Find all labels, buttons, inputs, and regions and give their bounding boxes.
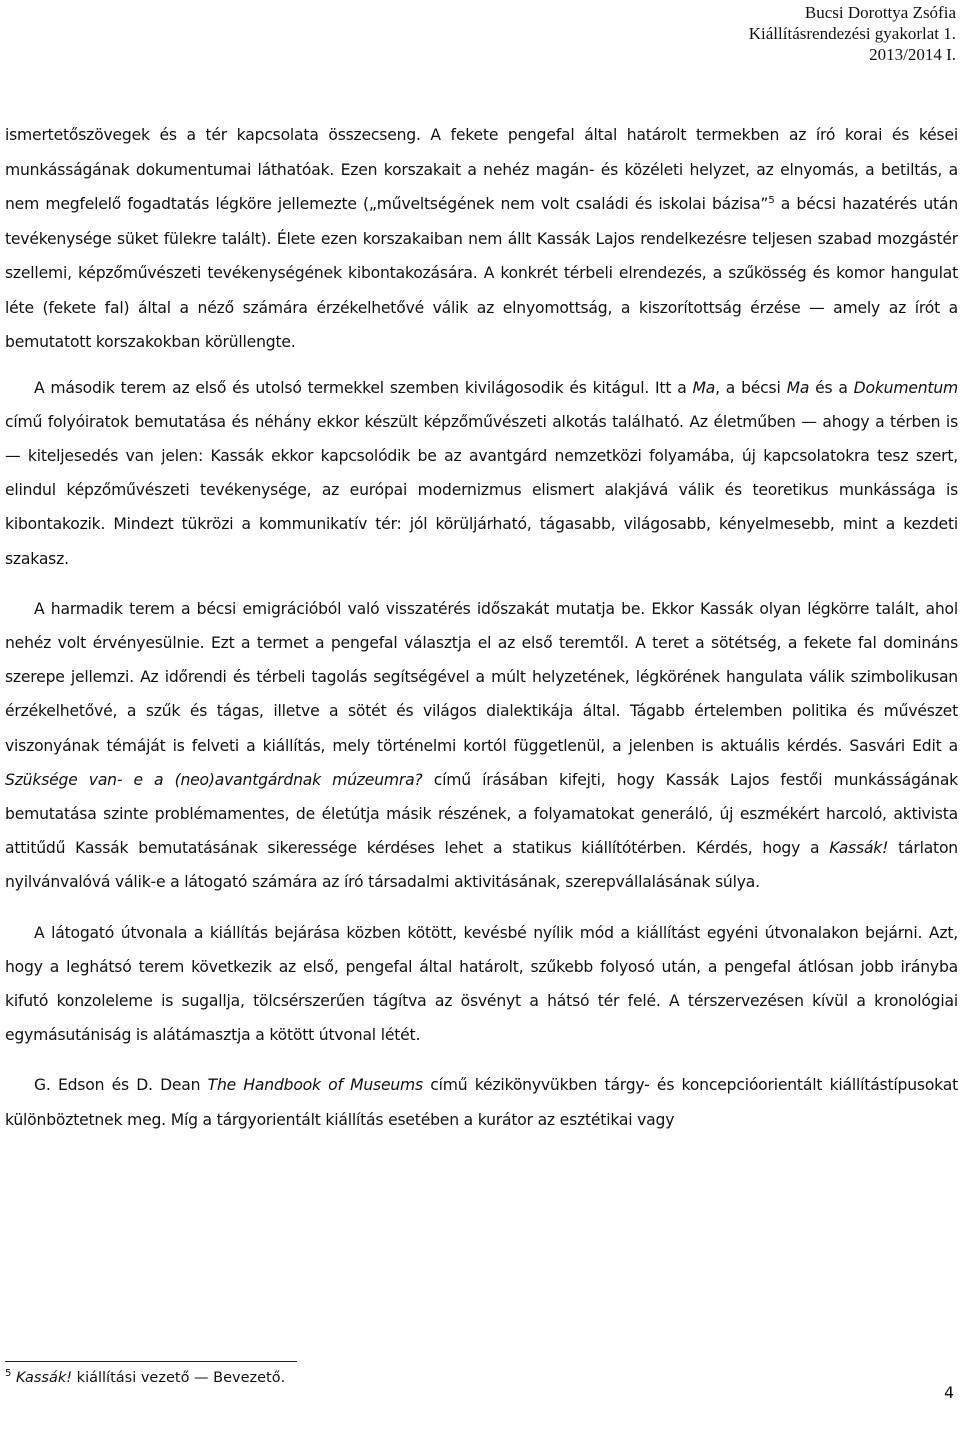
paragraph-1-text-b: a bécsi hazatérés után tevékenysége süket fülekre talált). Élete ezen korszakaiban nem állt Kassák Lajos rendelkezésre teljesen szabad mozgástér szellemi, képzőművészeti tevékenységének kibontakozására. A konkrét térbeli elrendezés, a szűkösség és komor hangulat léte (fekete fal) által a néző számára érzékelhetővé válik az elnyomottság, a kiszorítottság érzése — amely az írót a bemutatott korszakokban körüllengte. (5, 195, 958, 351)
document-body (5, 118, 958, 1137)
paragraph-2-text-c: és a (809, 378, 854, 397)
footnote-number: 5 (5, 1368, 12, 1379)
page-number: 4 (944, 1384, 954, 1402)
footnote-separator (5, 1361, 297, 1362)
paragraph-3-text-c: tárlaton nyilvánvalóvá válik-e a látogató számára az író társadalmi aktivitásának, szerepvállalásának súlya. (5, 839, 958, 892)
footnote-text: kiállítási vezető — Bevezető. (72, 1370, 286, 1386)
paragraph-3-text-b: című írásában kifejti, hogy Kassák Lajos festői munkásságának bemutatása szinte problémamentes, de életútja másik részének, a folyamatokat generáló, új eszmékért harcoló, aktivista attitűdű Kassák bemutatásának sikeressége kérdéses lehet a statikus kiállítótérben. Kérdés, hogy a (5, 770, 959, 858)
journal-title-ma: Ma (692, 378, 716, 397)
paragraph-5-text-a: G. Edson és D. Dean (34, 1076, 208, 1095)
article-title: Szüksége van- e a (neo)avantgárdnak múzeumra? (5, 770, 423, 789)
paragraph-2-text-b: , a bécsi (715, 378, 787, 397)
page-header (749, 2, 956, 65)
footnote-title: Kassák! (15, 1370, 73, 1386)
exhibition-title: Kassák! (829, 839, 889, 858)
paragraph-3-text-a: A harmadik terem a bécsi emigrációból való visszatérés időszakát mutatja be. Ekkor Kassák olyan légkörre talált, ahol nehéz volt érvényesülnie. Ezt a termet a pengefal választja el az első teremtől. A teret a sötétség, a fekete fal domináns szerepe jellemzi. Az időrendi és térbeli tagolás segítségével a múlt helyzetének, légkörének hangulata válik szimbolikusan érzékelhetővé, a szűk és tágas, illetve a sötét és világos dialektikája által. Tágabb értelemben politika és művészet viszonyának témáját is felveti a kiállítás, mely történelmi kortól függetlenül, a jelenben is aktuális kérdés. Sasvári Edit a (5, 599, 958, 755)
paragraph-2 (5, 371, 958, 576)
paragraph-3 (5, 592, 958, 900)
book-title: The Handbook of Museums (207, 1076, 423, 1095)
paragraph-1-text-a: ismertetőszövegek és a tér kapcsolata összecseng. A fekete pengefal által határolt termekben az író korai és kései munkásságának dokumentumai láthatóak. Ezen korszakait a nehéz magán- és közéleti helyzet, az elnyomás, a betiltás, a nem megfelelő fogadtatás légköre jellemezte („műveltségének nem volt családi és iskolai bázisa” (5, 126, 958, 213)
journal-title-ma-vienna: Ma (786, 378, 810, 397)
header-term: 2013/2014 I. (869, 45, 956, 64)
header-author: Bucsi Dorottya Zsófia (804, 3, 956, 22)
paragraph-2-text-a: A második terem az első és utolsó termekkel szemben kivilágosodik és kitágul. Itt a (34, 378, 693, 397)
journal-title-dokumentum: Dokumentum (853, 378, 958, 397)
paragraph-1 (5, 118, 958, 360)
footnote (5, 1370, 285, 1386)
paragraph-5 (5, 1068, 958, 1136)
paragraph-5-text-b: című kézikönyvükben tárgy- és koncepcióorientált kiállítástípusokat különböztetnek meg. Míg a tárgyorientált kiállítás esetében a kurátor az esztétikai vagy (5, 1076, 958, 1129)
header-course: Kiállításrendezési gyakorlat 1. (748, 24, 956, 43)
footnote-ref: 5 (768, 195, 775, 206)
paragraph-2-text-d: című folyóiratok bemutatása és néhány ekkor készült képzőművészeti alkotás található. Az életműben — ahogy a térben is — kiteljesedés van jelen: Kassák ekkor kapcsolódik be az avantgárd nemzetközi folyamába, új kapcsolatokra tesz szert, elindul képzőművészeti tevékenysége, az európai modernizmus elismert alakjává válik és teoretikus munkássága is kibontakozik. Mindezt tükrözi a kommunikatív tér: jól körüljárható, tágasabb, világosabb, kényelmesebb, mint a kezdeti szakasz. (5, 412, 958, 568)
paragraph-4: A látogató útvonala a kiállítás bejárása közben kötött, kevésbé nyílik mód a kiállítást egyéni útvonalakon bejárni. Azt, hogy a leghátsó terem következik az első, pengefal által határolt, szűkebb folyosó után, a pengefal átlósan jobb irányba kifutó konzoleleme is sugallja, tölcsérszerűen tágítva az ösvényt a hátsó tér felé. A térszervezésen kívül a kronológiai egymásutániság is alátámasztja a kötött útvonal létét. (5, 923, 958, 1045)
